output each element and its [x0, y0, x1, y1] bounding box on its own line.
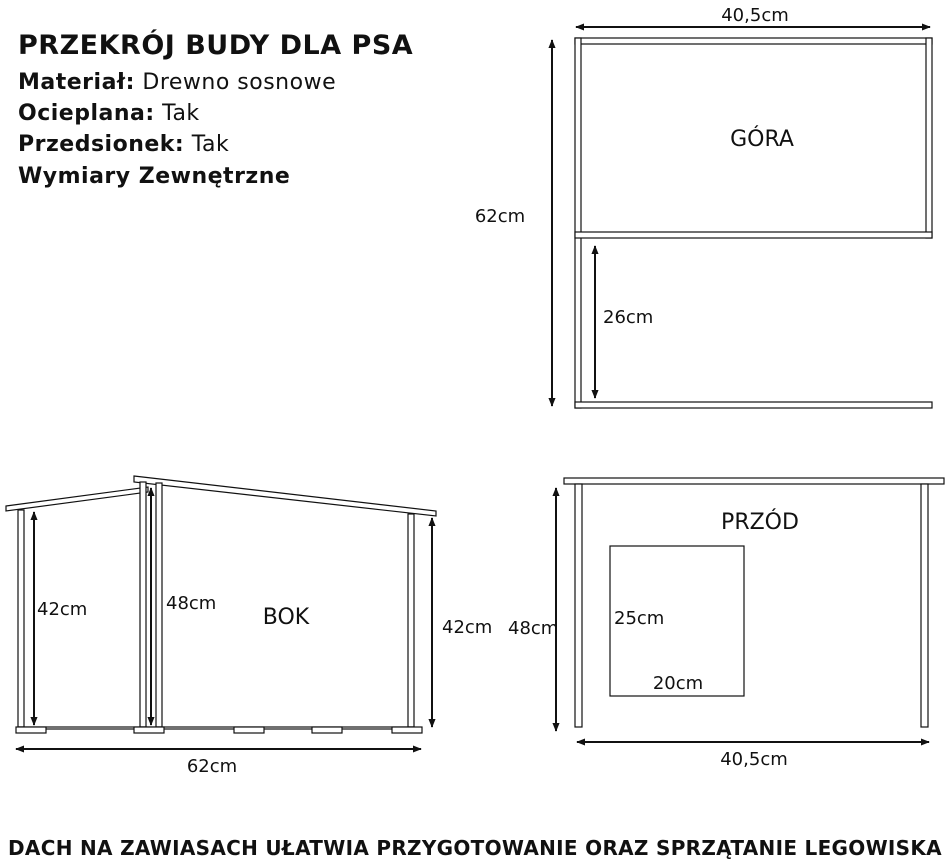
page-title: PRZEKRÓJ BUDY DLA PSA [18, 30, 414, 61]
top-view-frame-top [575, 38, 932, 44]
front-roof [564, 478, 944, 484]
main-roof [134, 476, 436, 516]
wall-height-label: 48cm [166, 593, 217, 614]
top-width-label: 40,5cm [721, 5, 789, 26]
foot-1 [16, 727, 46, 733]
back-post [408, 514, 414, 727]
foot-2 [134, 727, 164, 733]
top-view [475, 5, 932, 408]
spec-insulated-value: Tak [162, 101, 200, 126]
side-floor [18, 727, 414, 729]
middle-post-right [156, 483, 162, 727]
spec-material-value: Drewno sosnowe [142, 70, 337, 95]
spec-material-key: Materiał: [18, 70, 135, 95]
top-view-divider [575, 232, 932, 238]
middle-post-left [140, 482, 146, 727]
spec-porch-value: Tak [191, 132, 230, 157]
footer-note: DACH NA ZAWIASACH UŁATWIA PRZYGOTOWANIE ORAZ SPRZĄTANIE LEGOWISKA [8, 836, 942, 860]
front-post-left [575, 484, 582, 727]
top-view-frame-left [575, 38, 581, 408]
door-width-label: 20cm [652, 673, 704, 694]
side-view-label: BOK [262, 605, 310, 630]
spec-dimensions-key: Wymiary Zewnętrzne [18, 164, 291, 189]
spec-insulated-key: Ocieplana: [18, 101, 155, 126]
foot-5 [392, 727, 422, 733]
spec-porch-key: Przedsionek: [18, 132, 185, 157]
back-height-label: 42cm [442, 617, 493, 638]
foot-3 [234, 727, 264, 733]
foot-4 [312, 727, 342, 733]
porch-height-label: 42cm [37, 599, 88, 620]
top-view-frame-right [926, 38, 932, 238]
front-width-label: 40,5cm [720, 749, 788, 770]
front-view [508, 478, 944, 770]
porch-roof [6, 487, 148, 511]
front-view-label: PRZÓD [721, 510, 799, 535]
porch-depth-label: 26cm [603, 307, 654, 328]
top-depth-label: 62cm [474, 206, 526, 227]
door-height-label: 25cm [614, 608, 665, 629]
front-height-label: 48cm [508, 618, 559, 639]
top-view-frame-bottom [575, 402, 932, 408]
side-view [6, 476, 492, 777]
side-length-label: 62cm [186, 756, 238, 777]
porch-post [18, 510, 24, 727]
top-view-label: GÓRA [730, 127, 794, 152]
front-post-right [921, 484, 928, 727]
